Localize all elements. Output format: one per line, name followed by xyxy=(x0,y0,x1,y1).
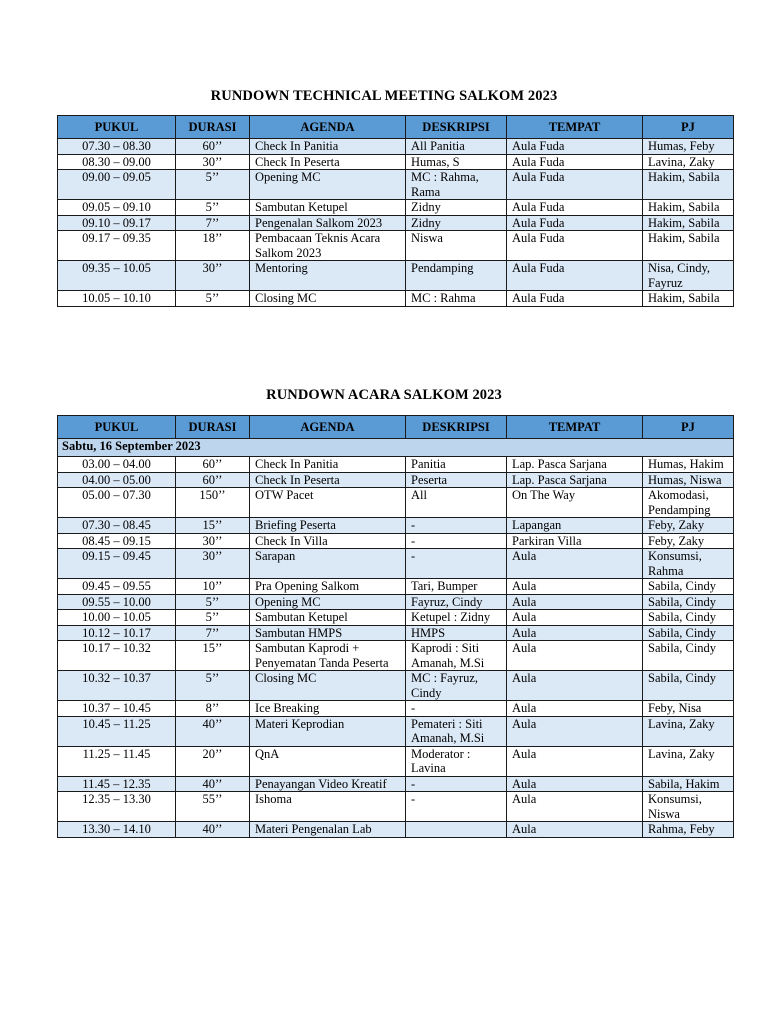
cell-deskripsi: Niswa xyxy=(406,231,507,261)
cell-deskripsi xyxy=(406,822,507,838)
cell-durasi: 60’’ xyxy=(176,472,250,488)
cell-agenda: Sarapan xyxy=(250,549,406,579)
cell-deskripsi: Peserta xyxy=(406,472,507,488)
cell-deskripsi: Tari, Bumper xyxy=(406,579,507,595)
table-row xyxy=(58,594,734,610)
cell-deskripsi: MC : Rahma xyxy=(406,291,507,307)
cell-pukul: 03.00 – 04.00 xyxy=(58,457,176,473)
cell-pukul: 09.00 – 09.05 xyxy=(58,170,176,200)
technical-meeting-title: RUNDOWN TECHNICAL MEETING SALKOM 2023 xyxy=(210,88,558,104)
cell-tempat: Aula Fuda xyxy=(507,139,643,155)
cell-pj: Konsumsi, Niswa xyxy=(643,792,734,822)
header-deskripsi: DESKRIPSI xyxy=(406,416,507,439)
cell-pukul: 09.35 – 10.05 xyxy=(58,261,176,291)
table-row xyxy=(58,625,734,641)
cell-agenda: Sambutan Kaprodi + Penyematan Tanda Peserta xyxy=(250,641,406,671)
cell-tempat: Aula xyxy=(507,716,643,746)
cell-pukul: 07.30 – 08.30 xyxy=(58,139,176,155)
table-row xyxy=(58,488,734,518)
cell-deskripsi: Ketupel : Zidny xyxy=(406,610,507,626)
cell-durasi: 60’’ xyxy=(176,457,250,473)
cell-agenda: OTW Pacet xyxy=(250,488,406,518)
table-row xyxy=(58,822,734,838)
cell-pj: Rahma, Feby xyxy=(643,822,734,838)
cell-durasi: 40’’ xyxy=(176,822,250,838)
cell-pukul: 09.45 – 09.55 xyxy=(58,579,176,595)
cell-durasi: 150’’ xyxy=(176,488,250,518)
cell-tempat: Aula xyxy=(507,625,643,641)
cell-durasi: 30’’ xyxy=(176,533,250,549)
cell-tempat: Aula Fuda xyxy=(507,154,643,170)
table-row xyxy=(58,776,734,792)
header-pj: PJ xyxy=(643,416,734,439)
cell-pj: Hakim, Sabila xyxy=(643,215,734,231)
cell-tempat: Aula Fuda xyxy=(507,170,643,200)
cell-pukul: 13.30 – 14.10 xyxy=(58,822,176,838)
cell-tempat: Lapangan xyxy=(507,518,643,534)
cell-durasi: 5’’ xyxy=(176,671,250,701)
cell-agenda: Sambutan HMPS xyxy=(250,625,406,641)
table-row xyxy=(58,215,734,231)
cell-pj: Konsumsi, Rahma xyxy=(643,549,734,579)
cell-durasi: 15’’ xyxy=(176,641,250,671)
header-agenda: AGENDA xyxy=(250,416,406,439)
cell-pj: Nisa, Cindy, Fayruz xyxy=(643,261,734,291)
cell-durasi: 18’’ xyxy=(176,231,250,261)
table-row xyxy=(58,716,734,746)
table-row xyxy=(58,231,734,261)
cell-pj: Feby, Nisa xyxy=(643,701,734,717)
cell-agenda: Materi Pengenalan Lab xyxy=(250,822,406,838)
cell-deskripsi: Moderator : Lavina xyxy=(406,746,507,776)
cell-pukul: 10.17 – 10.32 xyxy=(58,641,176,671)
table-row xyxy=(58,549,734,579)
cell-tempat: Aula Fuda xyxy=(507,291,643,307)
cell-durasi: 60’’ xyxy=(176,139,250,155)
cell-durasi: 7’’ xyxy=(176,625,250,641)
cell-agenda: QnA xyxy=(250,746,406,776)
cell-tempat: Lap. Pasca Sarjana xyxy=(507,457,643,473)
technical-meeting-table xyxy=(57,115,734,307)
cell-deskripsi: Pendamping xyxy=(406,261,507,291)
table-row xyxy=(58,641,734,671)
cell-pj: Sabila, Cindy xyxy=(643,579,734,595)
cell-tempat: Lap. Pasca Sarjana xyxy=(507,472,643,488)
cell-tempat: Aula Fuda xyxy=(507,215,643,231)
table-row xyxy=(58,518,734,534)
cell-pj: Humas, Feby xyxy=(643,139,734,155)
cell-pukul: 09.15 – 09.45 xyxy=(58,549,176,579)
header-tempat: TEMPAT xyxy=(507,116,643,139)
cell-agenda: Ice Breaking xyxy=(250,701,406,717)
cell-tempat: Aula xyxy=(507,594,643,610)
cell-durasi: 5’’ xyxy=(176,594,250,610)
cell-durasi: 5’’ xyxy=(176,610,250,626)
cell-deskripsi: - xyxy=(406,701,507,717)
cell-deskripsi: Zidny xyxy=(406,200,507,216)
cell-deskripsi: MC : Fayruz, Cindy xyxy=(406,671,507,701)
cell-pukul: 09.10 – 09.17 xyxy=(58,215,176,231)
cell-tempat: Aula xyxy=(507,822,643,838)
header-durasi: DURASI xyxy=(176,416,250,439)
cell-deskripsi: All xyxy=(406,488,507,518)
cell-pukul: 07.30 – 08.45 xyxy=(58,518,176,534)
table-row xyxy=(58,154,734,170)
cell-deskripsi: Panitia xyxy=(406,457,507,473)
section-date: Sabtu, 16 September 2023 xyxy=(58,439,734,457)
cell-pj: Lavina, Zaky xyxy=(643,716,734,746)
cell-deskripsi: - xyxy=(406,549,507,579)
cell-pukul: 10.12 – 10.17 xyxy=(58,625,176,641)
cell-tempat: Aula xyxy=(507,746,643,776)
cell-agenda: Pembacaan Teknis Acara Salkom 2023 xyxy=(250,231,406,261)
table-header-row xyxy=(58,416,734,439)
cell-deskripsi: HMPS xyxy=(406,625,507,641)
cell-agenda: Sambutan Ketupel xyxy=(250,200,406,216)
cell-deskripsi: Kaprodi : Siti Amanah, M.Si xyxy=(406,641,507,671)
section-row xyxy=(58,439,734,457)
cell-pukul: 09.55 – 10.00 xyxy=(58,594,176,610)
cell-durasi: 40’’ xyxy=(176,776,250,792)
cell-tempat: Aula Fuda xyxy=(507,231,643,261)
table-row xyxy=(58,291,734,307)
cell-pukul: 09.17 – 09.35 xyxy=(58,231,176,261)
table-row xyxy=(58,457,734,473)
cell-durasi: 5’’ xyxy=(176,170,250,200)
cell-pj: Akomodasi, Pendamping xyxy=(643,488,734,518)
cell-pukul: 11.25 – 11.45 xyxy=(58,746,176,776)
table-row xyxy=(58,671,734,701)
cell-agenda: Briefing Peserta xyxy=(250,518,406,534)
cell-agenda: Materi Keprodian xyxy=(250,716,406,746)
cell-durasi: 40’’ xyxy=(176,716,250,746)
cell-agenda: Mentoring xyxy=(250,261,406,291)
table-row xyxy=(58,200,734,216)
cell-durasi: 55’’ xyxy=(176,792,250,822)
cell-deskripsi: - xyxy=(406,518,507,534)
cell-durasi: 10’’ xyxy=(176,579,250,595)
header-tempat: TEMPAT xyxy=(507,416,643,439)
cell-pj: Humas, Hakim xyxy=(643,457,734,473)
cell-agenda: Pengenalan Salkom 2023 xyxy=(250,215,406,231)
table-row xyxy=(58,792,734,822)
cell-agenda: Closing MC xyxy=(250,291,406,307)
cell-tempat: Aula xyxy=(507,701,643,717)
table-row xyxy=(58,170,734,200)
cell-tempat: Aula xyxy=(507,579,643,595)
cell-pukul: 05.00 – 07.30 xyxy=(58,488,176,518)
cell-tempat: Aula xyxy=(507,610,643,626)
cell-pj: Hakim, Sabila xyxy=(643,200,734,216)
cell-durasi: 5’’ xyxy=(176,200,250,216)
cell-durasi: 30’’ xyxy=(176,261,250,291)
cell-tempat: Aula xyxy=(507,792,643,822)
cell-durasi: 8’’ xyxy=(176,701,250,717)
cell-deskripsi: Pemateri : Siti Amanah, M.Si xyxy=(406,716,507,746)
header-pukul: PUKUL xyxy=(58,116,176,139)
cell-pj: Feby, Zaky xyxy=(643,518,734,534)
cell-pj: Sabila, Cindy xyxy=(643,625,734,641)
cell-deskripsi: - xyxy=(406,792,507,822)
cell-pj: Lavina, Zaky xyxy=(643,746,734,776)
cell-pukul: 04.00 – 05.00 xyxy=(58,472,176,488)
cell-agenda: Pra Opening Salkom xyxy=(250,579,406,595)
header-agenda: AGENDA xyxy=(250,116,406,139)
cell-tempat: Parkiran Villa xyxy=(507,533,643,549)
cell-deskripsi: MC : Rahma, Rama xyxy=(406,170,507,200)
cell-pukul: 10.37 – 10.45 xyxy=(58,701,176,717)
cell-tempat: Aula xyxy=(507,641,643,671)
cell-deskripsi: Fayruz, Cindy xyxy=(406,594,507,610)
cell-pukul: 11.45 – 12.35 xyxy=(58,776,176,792)
cell-agenda: Check In Villa xyxy=(250,533,406,549)
cell-agenda: Opening MC xyxy=(250,170,406,200)
cell-pj: Sabila, Cindy xyxy=(643,594,734,610)
cell-deskripsi: - xyxy=(406,776,507,792)
cell-agenda: Check In Peserta xyxy=(250,154,406,170)
header-pj: PJ xyxy=(643,116,734,139)
cell-pukul: 08.45 – 09.15 xyxy=(58,533,176,549)
cell-pukul: 10.45 – 11.25 xyxy=(58,716,176,746)
table-header-row xyxy=(58,116,734,139)
cell-pj: Feby, Zaky xyxy=(643,533,734,549)
cell-pukul: 08.30 – 09.00 xyxy=(58,154,176,170)
cell-durasi: 20’’ xyxy=(176,746,250,776)
cell-deskripsi: Humas, S xyxy=(406,154,507,170)
header-deskripsi: DESKRIPSI xyxy=(406,116,507,139)
cell-deskripsi: All Panitia xyxy=(406,139,507,155)
cell-agenda: Check In Panitia xyxy=(250,457,406,473)
acara-table xyxy=(57,415,734,838)
cell-pj: Lavina, Zaky xyxy=(643,154,734,170)
cell-tempat: On The Way xyxy=(507,488,643,518)
cell-tempat: Aula xyxy=(507,549,643,579)
cell-pj: Sabila, Cindy xyxy=(643,610,734,626)
table-row xyxy=(58,472,734,488)
cell-deskripsi: Zidny xyxy=(406,215,507,231)
table-row xyxy=(58,610,734,626)
table-row xyxy=(58,701,734,717)
cell-pukul: 10.32 – 10.37 xyxy=(58,671,176,701)
cell-pj: Sabila, Cindy xyxy=(643,671,734,701)
cell-tempat: Aula Fuda xyxy=(507,261,643,291)
cell-agenda: Opening MC xyxy=(250,594,406,610)
cell-agenda: Check In Peserta xyxy=(250,472,406,488)
cell-pj: Sabila, Cindy xyxy=(643,641,734,671)
cell-agenda: Check In Panitia xyxy=(250,139,406,155)
cell-durasi: 30’’ xyxy=(176,549,250,579)
cell-pj: Humas, Niswa xyxy=(643,472,734,488)
cell-tempat: Aula xyxy=(507,776,643,792)
cell-durasi: 30’’ xyxy=(176,154,250,170)
cell-agenda: Penayangan Video Kreatif xyxy=(250,776,406,792)
cell-pj: Hakim, Sabila xyxy=(643,291,734,307)
cell-tempat: Aula xyxy=(507,671,643,701)
cell-durasi: 5’’ xyxy=(176,291,250,307)
table-row xyxy=(58,139,734,155)
cell-pukul: 12.35 – 13.30 xyxy=(58,792,176,822)
table-row xyxy=(58,579,734,595)
cell-agenda: Closing MC xyxy=(250,671,406,701)
cell-pj: Hakim, Sabila xyxy=(643,170,734,200)
table-row xyxy=(58,746,734,776)
table-row xyxy=(58,533,734,549)
cell-pukul: 09.05 – 09.10 xyxy=(58,200,176,216)
cell-deskripsi: - xyxy=(406,533,507,549)
table-row xyxy=(58,261,734,291)
cell-durasi: 15’’ xyxy=(176,518,250,534)
cell-agenda: Ishoma xyxy=(250,792,406,822)
cell-agenda: Sambutan Ketupel xyxy=(250,610,406,626)
header-durasi: DURASI xyxy=(176,116,250,139)
cell-pukul: 10.05 – 10.10 xyxy=(58,291,176,307)
acara-title: RUNDOWN ACARA SALKOM 2023 xyxy=(266,387,502,403)
cell-tempat: Aula Fuda xyxy=(507,200,643,216)
cell-durasi: 7’’ xyxy=(176,215,250,231)
header-pukul: PUKUL xyxy=(58,416,176,439)
cell-pj: Hakim, Sabila xyxy=(643,231,734,261)
cell-pj: Sabila, Hakim xyxy=(643,776,734,792)
cell-pukul: 10.00 – 10.05 xyxy=(58,610,176,626)
